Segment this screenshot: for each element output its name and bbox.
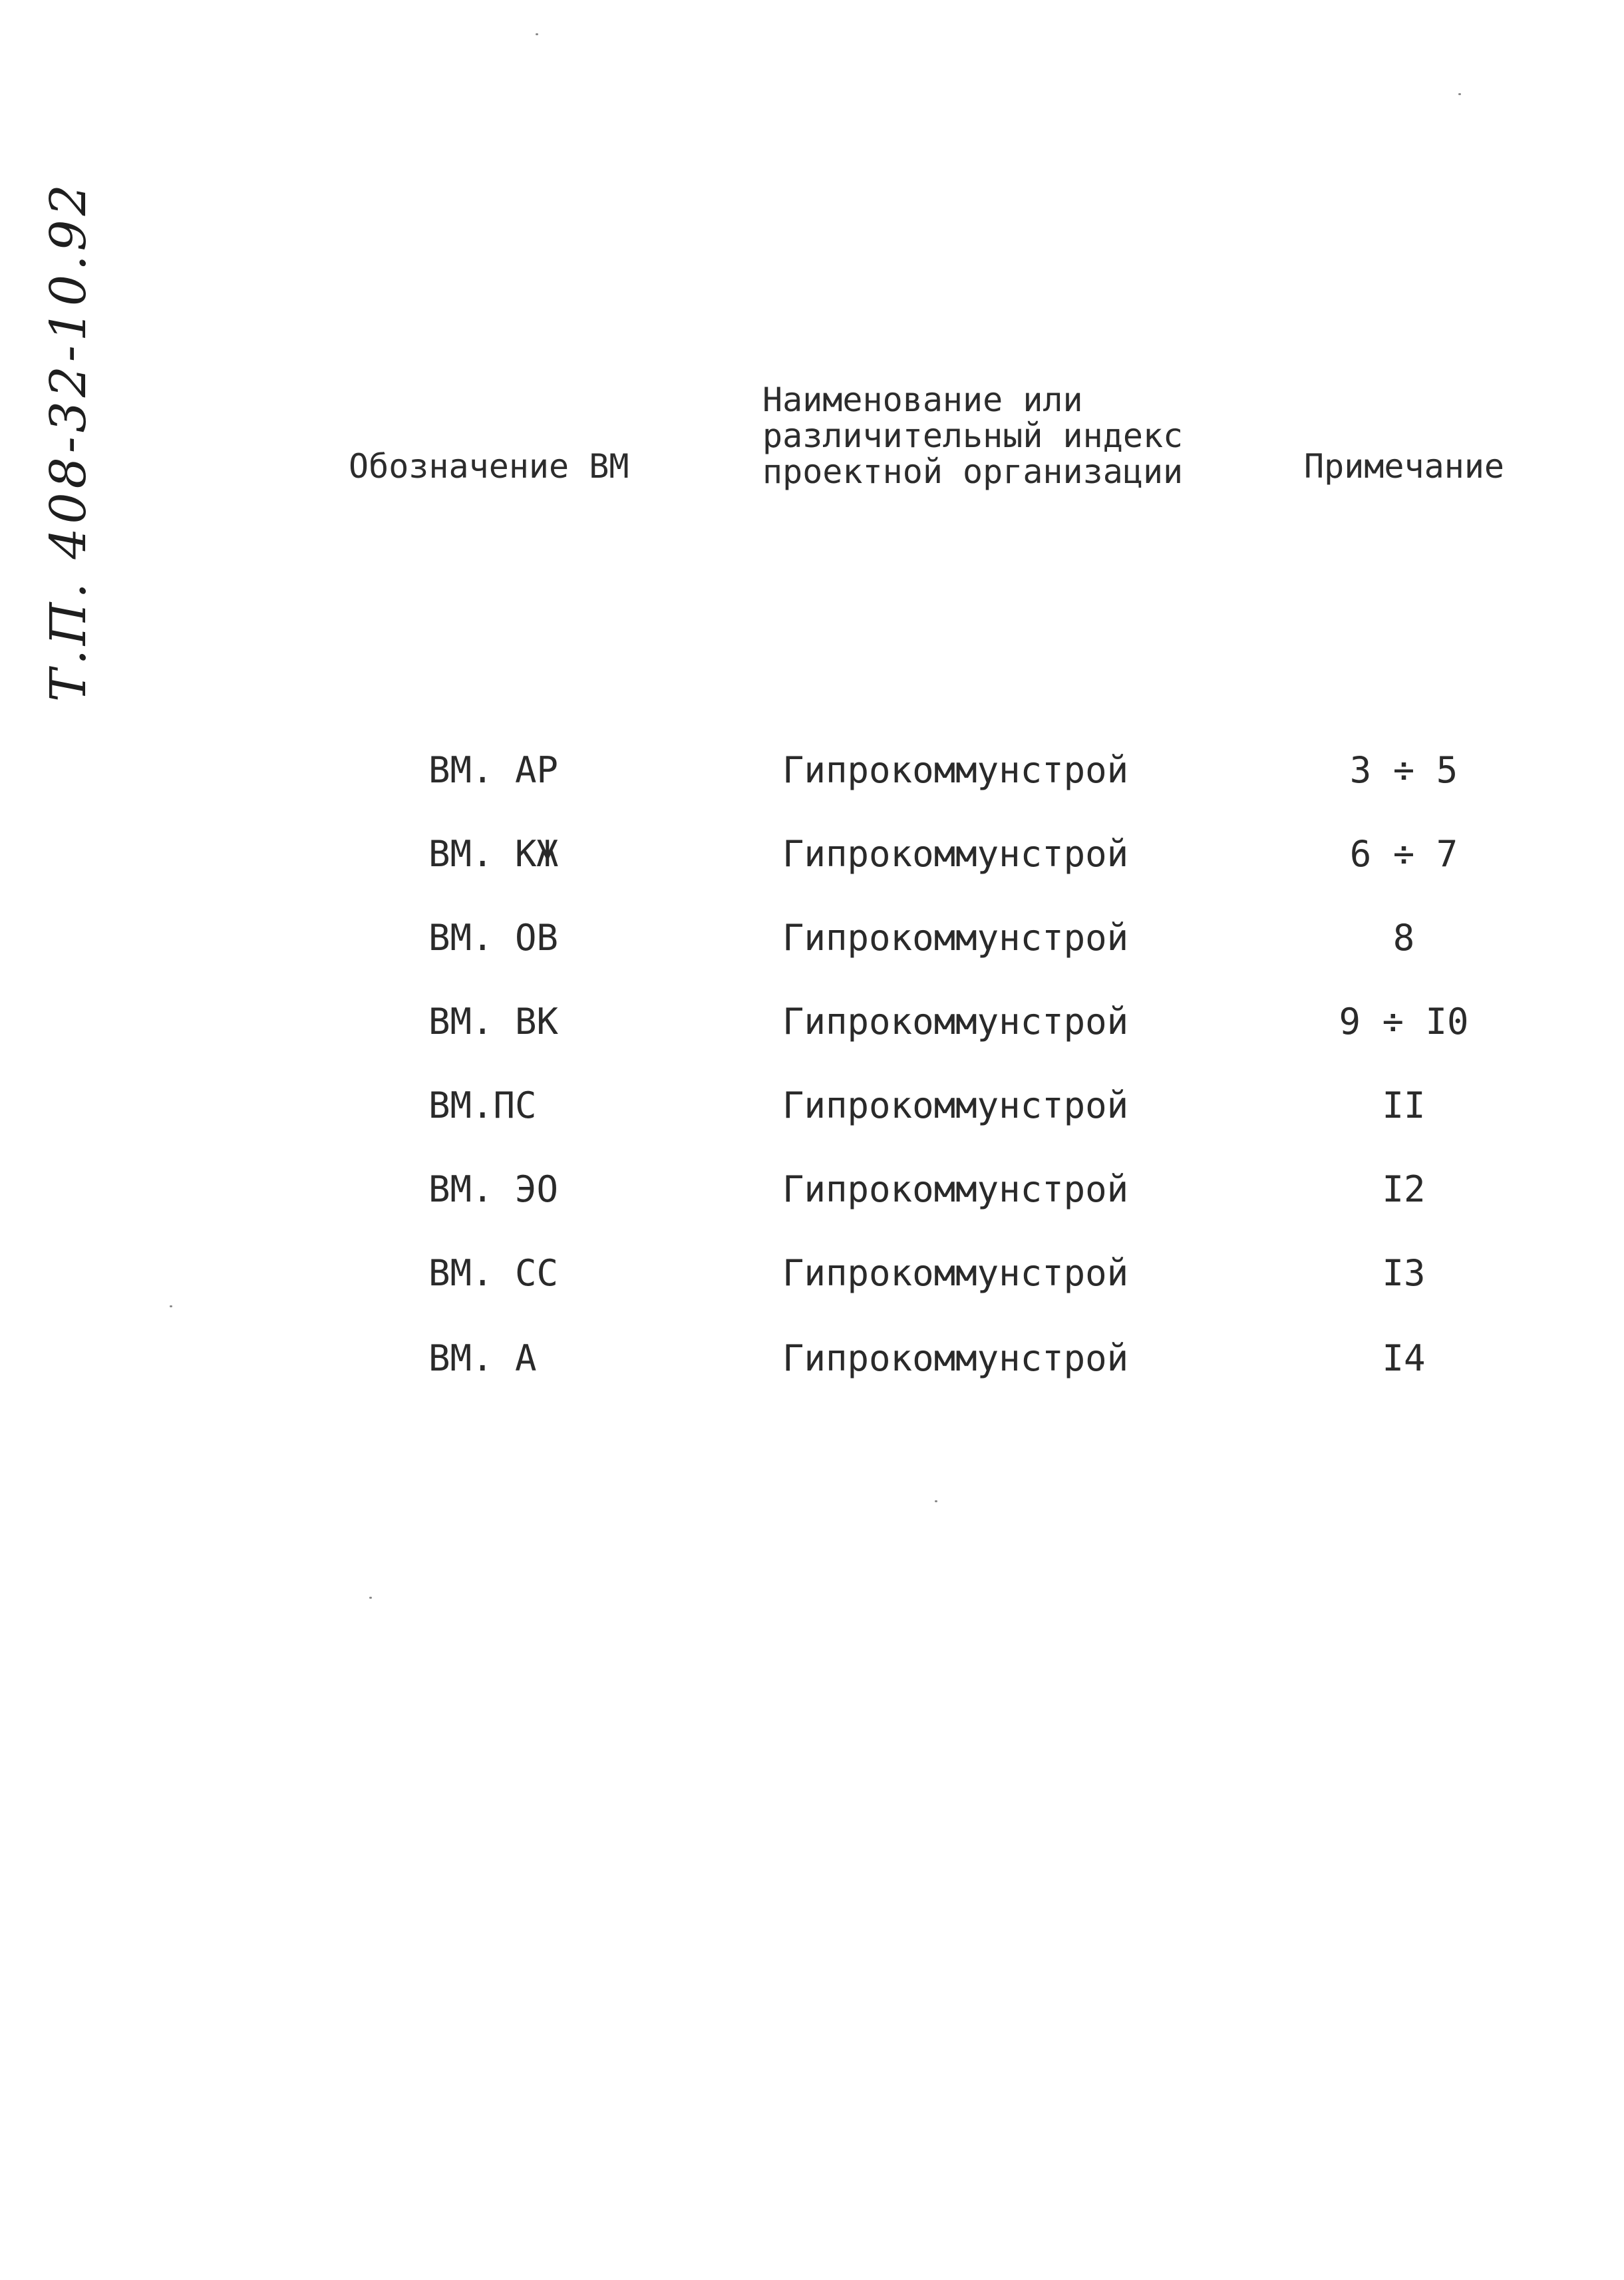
scan-speck (170, 1305, 172, 1307)
header-name-line-1: Наименование или (762, 381, 1083, 419)
row-designation: ВМ. СС (428, 1252, 559, 1294)
row-note: 6 ÷ 7 (1349, 833, 1458, 875)
scan-speck (536, 33, 538, 35)
row-organization: Гипрокоммунстрой (782, 1252, 1129, 1294)
row-organization: Гипрокоммунстрой (782, 1001, 1129, 1043)
row-organization: Гипрокоммунстрой (782, 1168, 1129, 1210)
table-row (0, 1332, 1624, 1385)
header-name-line-3: проектной организации (762, 452, 1184, 491)
row-organization: Гипрокоммунстрой (782, 749, 1129, 791)
header-organization-name (762, 382, 1183, 490)
header-note: Примечание (1304, 447, 1505, 486)
row-note: I4 (1382, 1337, 1426, 1379)
table-row (0, 828, 1624, 881)
row-organization: Гипрокоммунстрой (782, 1337, 1129, 1379)
row-note: I3 (1382, 1252, 1426, 1294)
table-row (0, 1079, 1624, 1132)
table-row (0, 911, 1624, 965)
row-note: 8 (1392, 917, 1415, 959)
scan-speck (935, 1500, 937, 1502)
row-organization: Гипрокоммунстрой (782, 833, 1129, 875)
header-designation: Обозначение ВМ (349, 447, 629, 486)
row-organization: Гипрокоммунстрой (782, 917, 1129, 959)
row-designation: ВМ. А (428, 1337, 537, 1379)
table-row (0, 995, 1624, 1049)
row-designation: ВМ. ВК (428, 1001, 559, 1043)
margin-document-code: Т.П. 408-32-10.92 (40, 180, 97, 702)
scan-speck (369, 1597, 372, 1599)
row-organization: Гипрокоммунстрой (782, 1084, 1129, 1126)
row-designation: ВМ. ОВ (428, 917, 559, 959)
row-designation: ВМ. АР (428, 749, 559, 791)
scan-speck (1458, 93, 1461, 95)
row-note: 3 ÷ 5 (1349, 749, 1458, 791)
row-designation: ВМ. КЖ (428, 833, 559, 875)
row-designation: ВМ. ЭО (428, 1168, 559, 1210)
table-row (0, 1247, 1624, 1300)
row-note: 9 ÷ I0 (1339, 1001, 1469, 1043)
row-note: I2 (1382, 1168, 1426, 1210)
table-row (0, 1163, 1624, 1216)
row-note: II (1382, 1084, 1426, 1126)
header-name-line-2: различительный индекс (762, 416, 1184, 455)
row-designation: ВМ.ПС (428, 1084, 537, 1126)
table-row (0, 744, 1624, 797)
